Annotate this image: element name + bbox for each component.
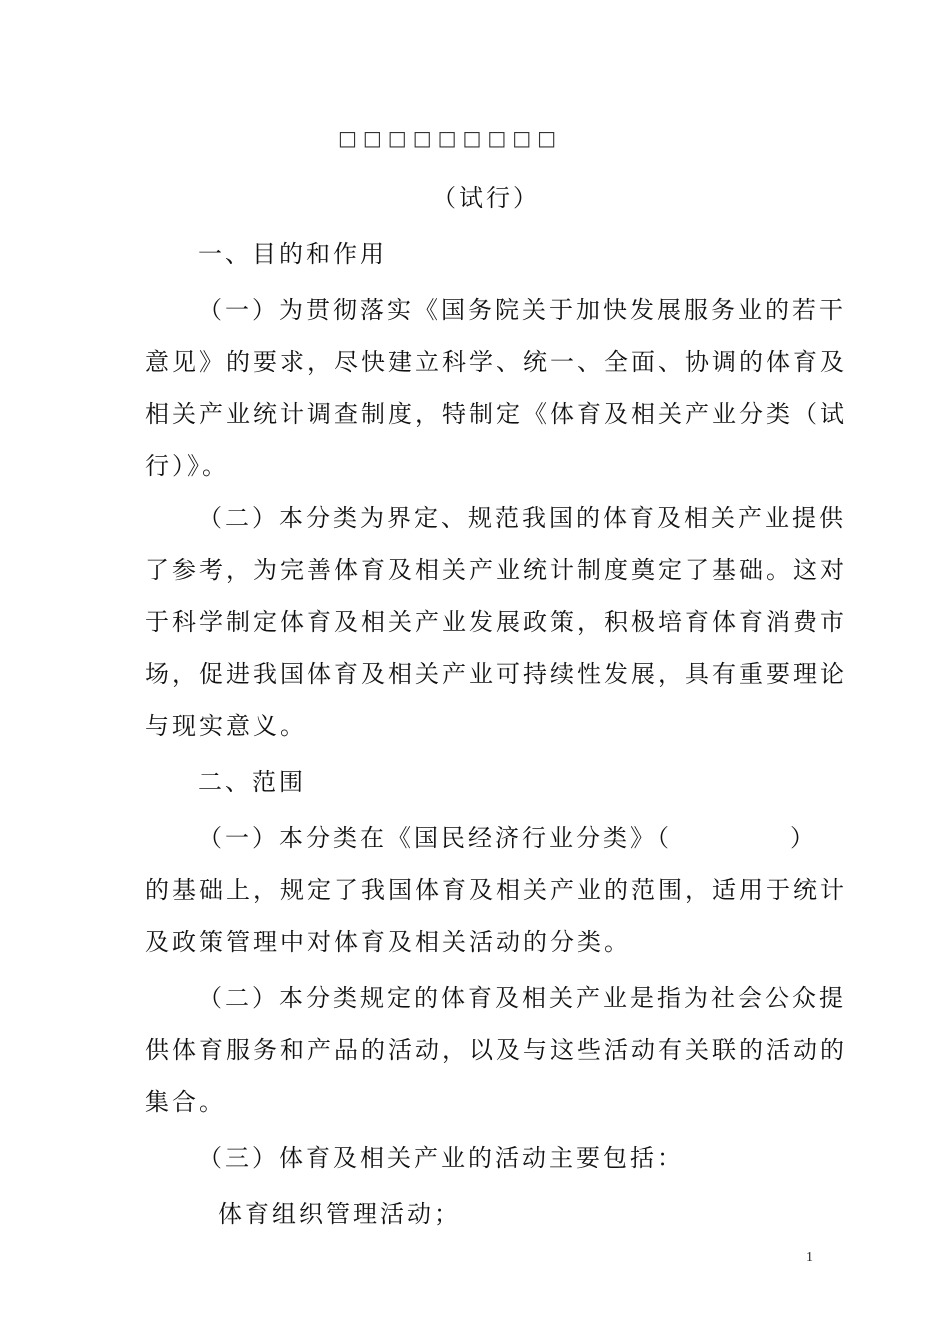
paragraph-line: 了参考，为完善体育及相关产业统计制度奠定了基础。这对 [145,556,847,584]
section-heading-purpose: 一、目的和作用 [198,240,387,268]
document-title: □□□□□□□□□ [338,126,563,150]
paragraph-line: 的基础上，规定了我国体育及相关产业的范围，适用于统计 [145,876,847,904]
paragraph-line: 及政策管理中对体育及相关活动的分类。 [145,928,631,956]
paragraph-line: 于科学制定体育及相关产业发展政策，积极培育体育消费市 [145,608,847,636]
paragraph-line: （二）本分类为界定、规范我国的体育及相关产业提供 [198,504,846,532]
paragraph-line-end-paren: ） [790,824,817,852]
section-heading-scope: 二、范围 [198,768,306,796]
paragraph-line: 供体育服务和产品的活动，以及与这些活动有关联的活动的 [145,1036,847,1064]
paragraph-line: 意见》的要求，尽快建立科学、统一、全面、协调的体育及 [145,348,847,376]
paragraph-line: 行）》。 [145,452,229,480]
list-item: 体育组织管理活动； [218,1200,461,1228]
paragraph-line: 相关产业统计调查制度，特制定《体育及相关产业分类（试 [145,400,847,428]
paragraph-line: 集合。 [145,1088,226,1116]
paragraph-line: 与现实意义。 [145,712,307,740]
page-number: 1 [806,1250,813,1265]
document-subtitle: （试行） [432,184,540,212]
paragraph-line: （三）体育及相关产业的活动主要包括： [198,1144,684,1172]
paragraph-line: （二）本分类规定的体育及相关产业是指为社会公众提 [198,984,846,1012]
paragraph-line: 场，促进我国体育及相关产业可持续性发展，具有重要理论 [145,660,847,688]
paragraph-line: （一）为贯彻落实《国务院关于加快发展服务业的若干 [198,296,846,324]
paragraph-line: （一）本分类在《国民经济行业分类》（ [198,824,672,852]
